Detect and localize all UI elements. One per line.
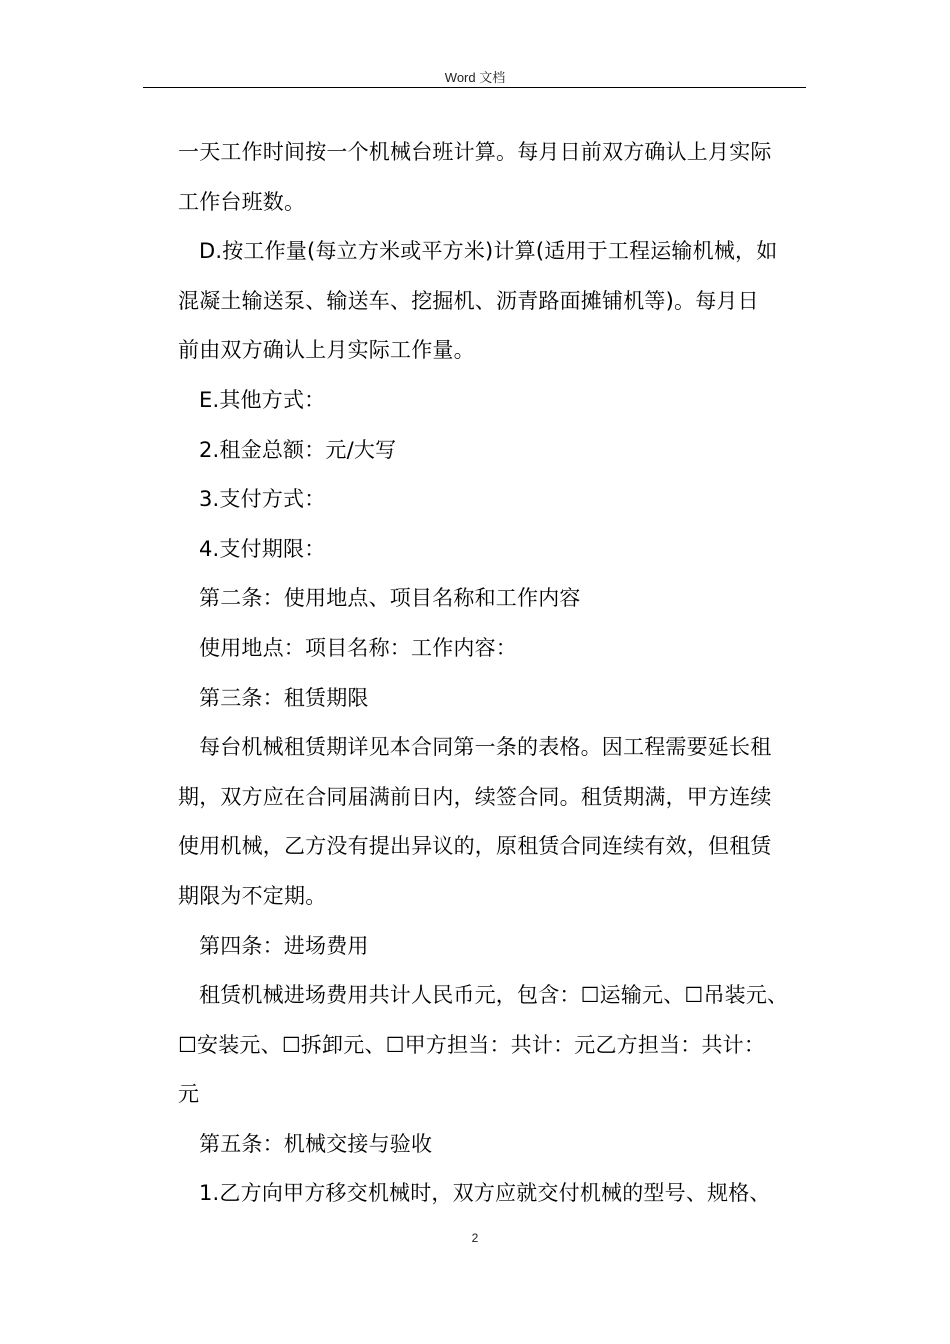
paragraph-line: 期，双方应在合同届满前日内，续签合同。租赁期满，甲方连续: [178, 784, 772, 809]
paragraph-line: 前由双方确认上月实际工作量。: [178, 338, 475, 363]
paragraph-line: 3.支付方式：: [199, 487, 326, 512]
section-heading: 第三条：租赁期限: [199, 685, 369, 710]
paragraph-line: 使用机械，乙方没有提出异议的，原租赁合同连续有效，但租赁: [178, 834, 772, 859]
paragraph-line: 租赁机械进场费用共计人民币元，包含：☐运输元、☐吊装元、: [199, 983, 789, 1008]
paragraph-line: 期限为不定期。: [178, 883, 327, 908]
paragraph-line: 工作台班数。: [178, 189, 306, 214]
paragraph-line: 每台机械租赁期详见本合同第一条的表格。因工程需要延长租: [199, 735, 772, 760]
page-number: 2: [471, 1231, 479, 1245]
section-heading: 第五条：机械交接与验收: [199, 1131, 433, 1156]
section-heading: 第四条：进场费用: [199, 933, 369, 958]
document-body: [178, 128, 818, 1219]
paragraph-line: 1.乙方向甲方移交机械时，双方应就交付机械的型号、规格、: [199, 1181, 771, 1206]
paragraph-line: 混凝土输送泵、输送车、挖掘机、沥青路面摊铺机等)。每月日: [178, 288, 759, 313]
paragraph-line: 一天工作时间按一个机械台班计算。每月日前双方确认上月实际: [178, 140, 772, 164]
paragraph-line: 使用地点：项目名称：工作内容：: [199, 635, 517, 660]
section-heading: 第二条：使用地点、项目名称和工作内容: [199, 586, 581, 611]
header-title: Word 文档: [444, 70, 506, 85]
paragraph-line: ☐安装元、☐拆卸元、☐甲方担当：共计：元乙方担当：共计：: [178, 1032, 766, 1057]
paragraph-line: 4.支付期限：: [199, 536, 326, 561]
header-divider: [143, 87, 806, 88]
paragraph-line: 2.租金总额：元/大写: [199, 437, 397, 462]
paragraph-line: D.按工作量(每立方米或平方米)计算(适用于工程运输机械，如: [199, 239, 778, 264]
paragraph-line: 元: [178, 1082, 200, 1107]
paragraph-line: E.其他方式：: [199, 387, 326, 412]
